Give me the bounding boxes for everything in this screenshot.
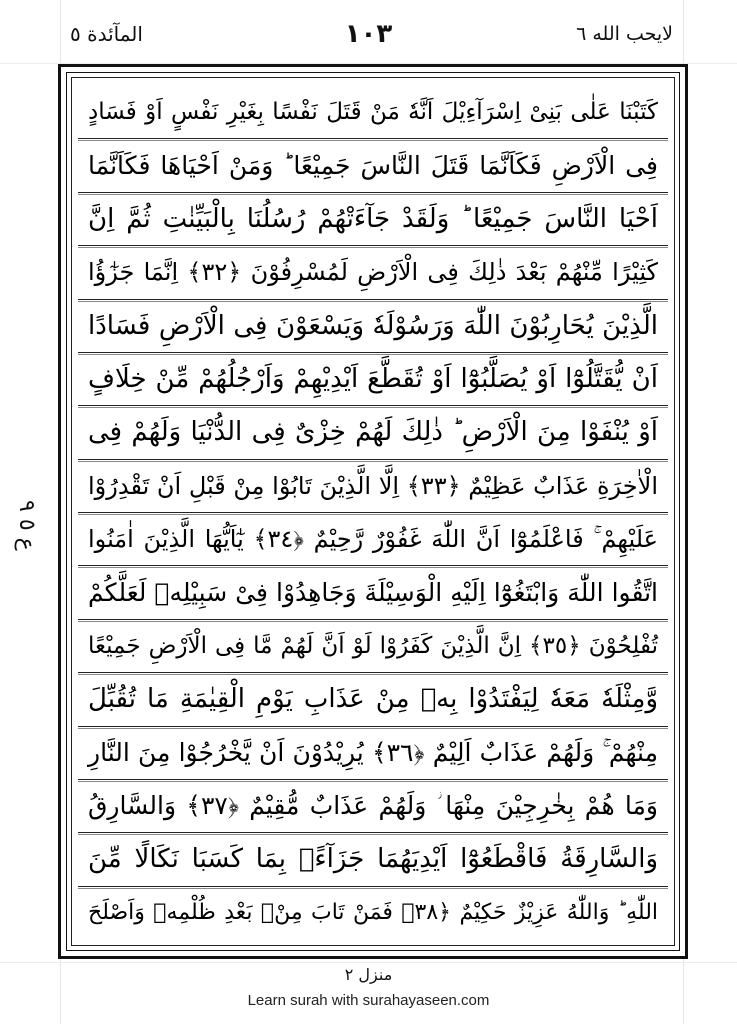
line-text: مِنْهُمْ ۚ وَلَهُمْ عَذَابٌ اَلِيْمٌ ﴿٣٦﴾ يُرِيْدُوْنَ اَنْ يَّخْرُجُوْا مِنَ النَّارِ (88, 737, 658, 767)
text-line (78, 780, 668, 833)
juz-name: لایحب الله ٦ (576, 23, 673, 45)
text-line (78, 86, 668, 139)
text-line (78, 566, 668, 619)
text-line (78, 620, 668, 673)
text-line (78, 727, 668, 780)
line-text: وَّمِثْلَهٗ مَعَهٗ لِيَفْتَدُوْا بِهٖ مِنْ عَذَابِ يَوْمِ الْقِيٰمَةِ مَا تُقُبِّلَ (88, 684, 658, 715)
line-text: فِى الْاَرْضِ فَكَاَنَّمَا قَتَلَ النَّاسَ جَمِيْعًا ؕ وَمَنْ اَحْيَاهَا فَكَاَنَّمَا (88, 151, 658, 181)
frame-border-inner (71, 77, 675, 946)
text-lines (78, 86, 668, 939)
line-text: الَّذِيْنَ يُحَارِبُوْنَ اللّٰهَ وَرَسُوْلَهٗ وَيَسْعَوْنَ فِى الْاَرْضِ فَسَادًا (88, 310, 658, 341)
footer-divider (0, 962, 737, 963)
ruku-mark: ع ٥ ٩ (14, 500, 39, 551)
text-line (78, 887, 668, 939)
text-frame (58, 64, 688, 959)
text-line (78, 246, 668, 299)
line-text: اَوْ يُنْفَوْا مِنَ الْاَرْضِ ؕ ذٰلِكَ لَهُمْ خِزْىٌ فِى الدُّنْيَا وَلَهُمْ فِى (88, 417, 658, 448)
text-line (78, 460, 668, 513)
line-text: كَثِيْرًا مِّنْهُمْ بَعْدَ ذٰلِكَ فِى الْاَرْضِ لَمُسْرِفُوْنَ ﴿٣٢﴾ اِنَّمَا جَزٰٓؤُا (88, 258, 658, 287)
manzil-label: منزل ٢ (344, 965, 393, 984)
surah-name: المآئدة ٥ (70, 22, 143, 46)
line-text: تُفْلِحُوْنَ ﴿٣٥﴾ اِنَّ الَّذِيْنَ كَفَرُوْا لَوْ اَنَّ لَهُمْ مَّا فِى الْاَرْضِ جَمِيْعًا (88, 632, 658, 659)
line-text: عَلَيْهِمْ ۚ فَاعْلَمُوْٓا اَنَّ اللّٰهَ غَفُوْرٌ رَّحِيْمٌ ﴿٣٤﴾ يٰٓاَيُّهَا الَّذِيْنَ اٰمَنُوا (88, 525, 658, 554)
line-text: وَالسَّارِقَةُ فَاقْطَعُوْٓا اَيْدِيَهُمَا جَزَآءًۢ بِمَا كَسَبَا نَكَالًا مِّنَ (88, 844, 658, 875)
line-text: اتَّقُوا اللّٰهَ وَابْتَغُوْٓا اِلَيْهِ الْوَسِيْلَةَ وَجَاهِدُوْا فِىْ سَبِيْلِهٖ لَعَلَّكُمْ (88, 578, 658, 608)
line-text: اَنْ يُّقَتَّلُوْٓا اَوْ يُصَلَّبُوْٓا اَوْ تُقَطَّعَ اَيْدِيْهِمْ وَاَرْجُلُهُمْ مِّنْ خِلَافٍ (88, 364, 658, 395)
text-line (78, 353, 668, 406)
text-line (78, 673, 668, 726)
frame-border (66, 72, 680, 951)
line-text: اَحْيَا النَّاسَ جَمِيْعًا ؕ وَلَقَدْ جَآءَتْهُمْ رُسُلُنَا بِالْبَيِّنٰتِ ثُمَّ اِنَّ (88, 203, 658, 234)
text-line (78, 406, 668, 459)
text-line (78, 139, 668, 192)
line-text: كَتَبْنَا عَلٰى بَنِىْ اِسْرَآءِيْلَ اَنَّهٗ مَنْ قَتَلَ نَفْسًا بِغَيْرِ نَفْسٍ اَوْ فَسَادٍ (88, 99, 658, 126)
text-line (78, 300, 668, 353)
text-line (78, 193, 668, 246)
page-number: ١٠٣ (344, 19, 393, 49)
line-text: الْاٰخِرَةِ عَذَابٌ عَظِيْمٌ ﴿٣٣﴾ اِلَّا الَّذِيْنَ تَابُوْا مِنْ قَبْلِ اَنْ تَقْدِرُوْا (88, 471, 658, 500)
website-credit: Learn surah with surahayaseen.com (247, 992, 490, 1009)
line-text: وَمَا هُمْ بِخٰرِجِيْنَ مِنْهَا ؗ وَلَهُمْ عَذَابٌ مُّقِيْمٌ ﴿٣٧﴾ وَالسَّارِقُ (88, 791, 658, 821)
text-line (78, 513, 668, 566)
line-text: اللّٰهِ ؕ وَاللّٰهُ عَزِيْزٌ حَكِيْمٌ ﴿٣٨﴾ فَمَنْ تَابَ مِنْۢ بَعْدِ ظُلْمِهٖ وَاَصْلَحَ (88, 900, 659, 926)
text-line (78, 833, 668, 886)
